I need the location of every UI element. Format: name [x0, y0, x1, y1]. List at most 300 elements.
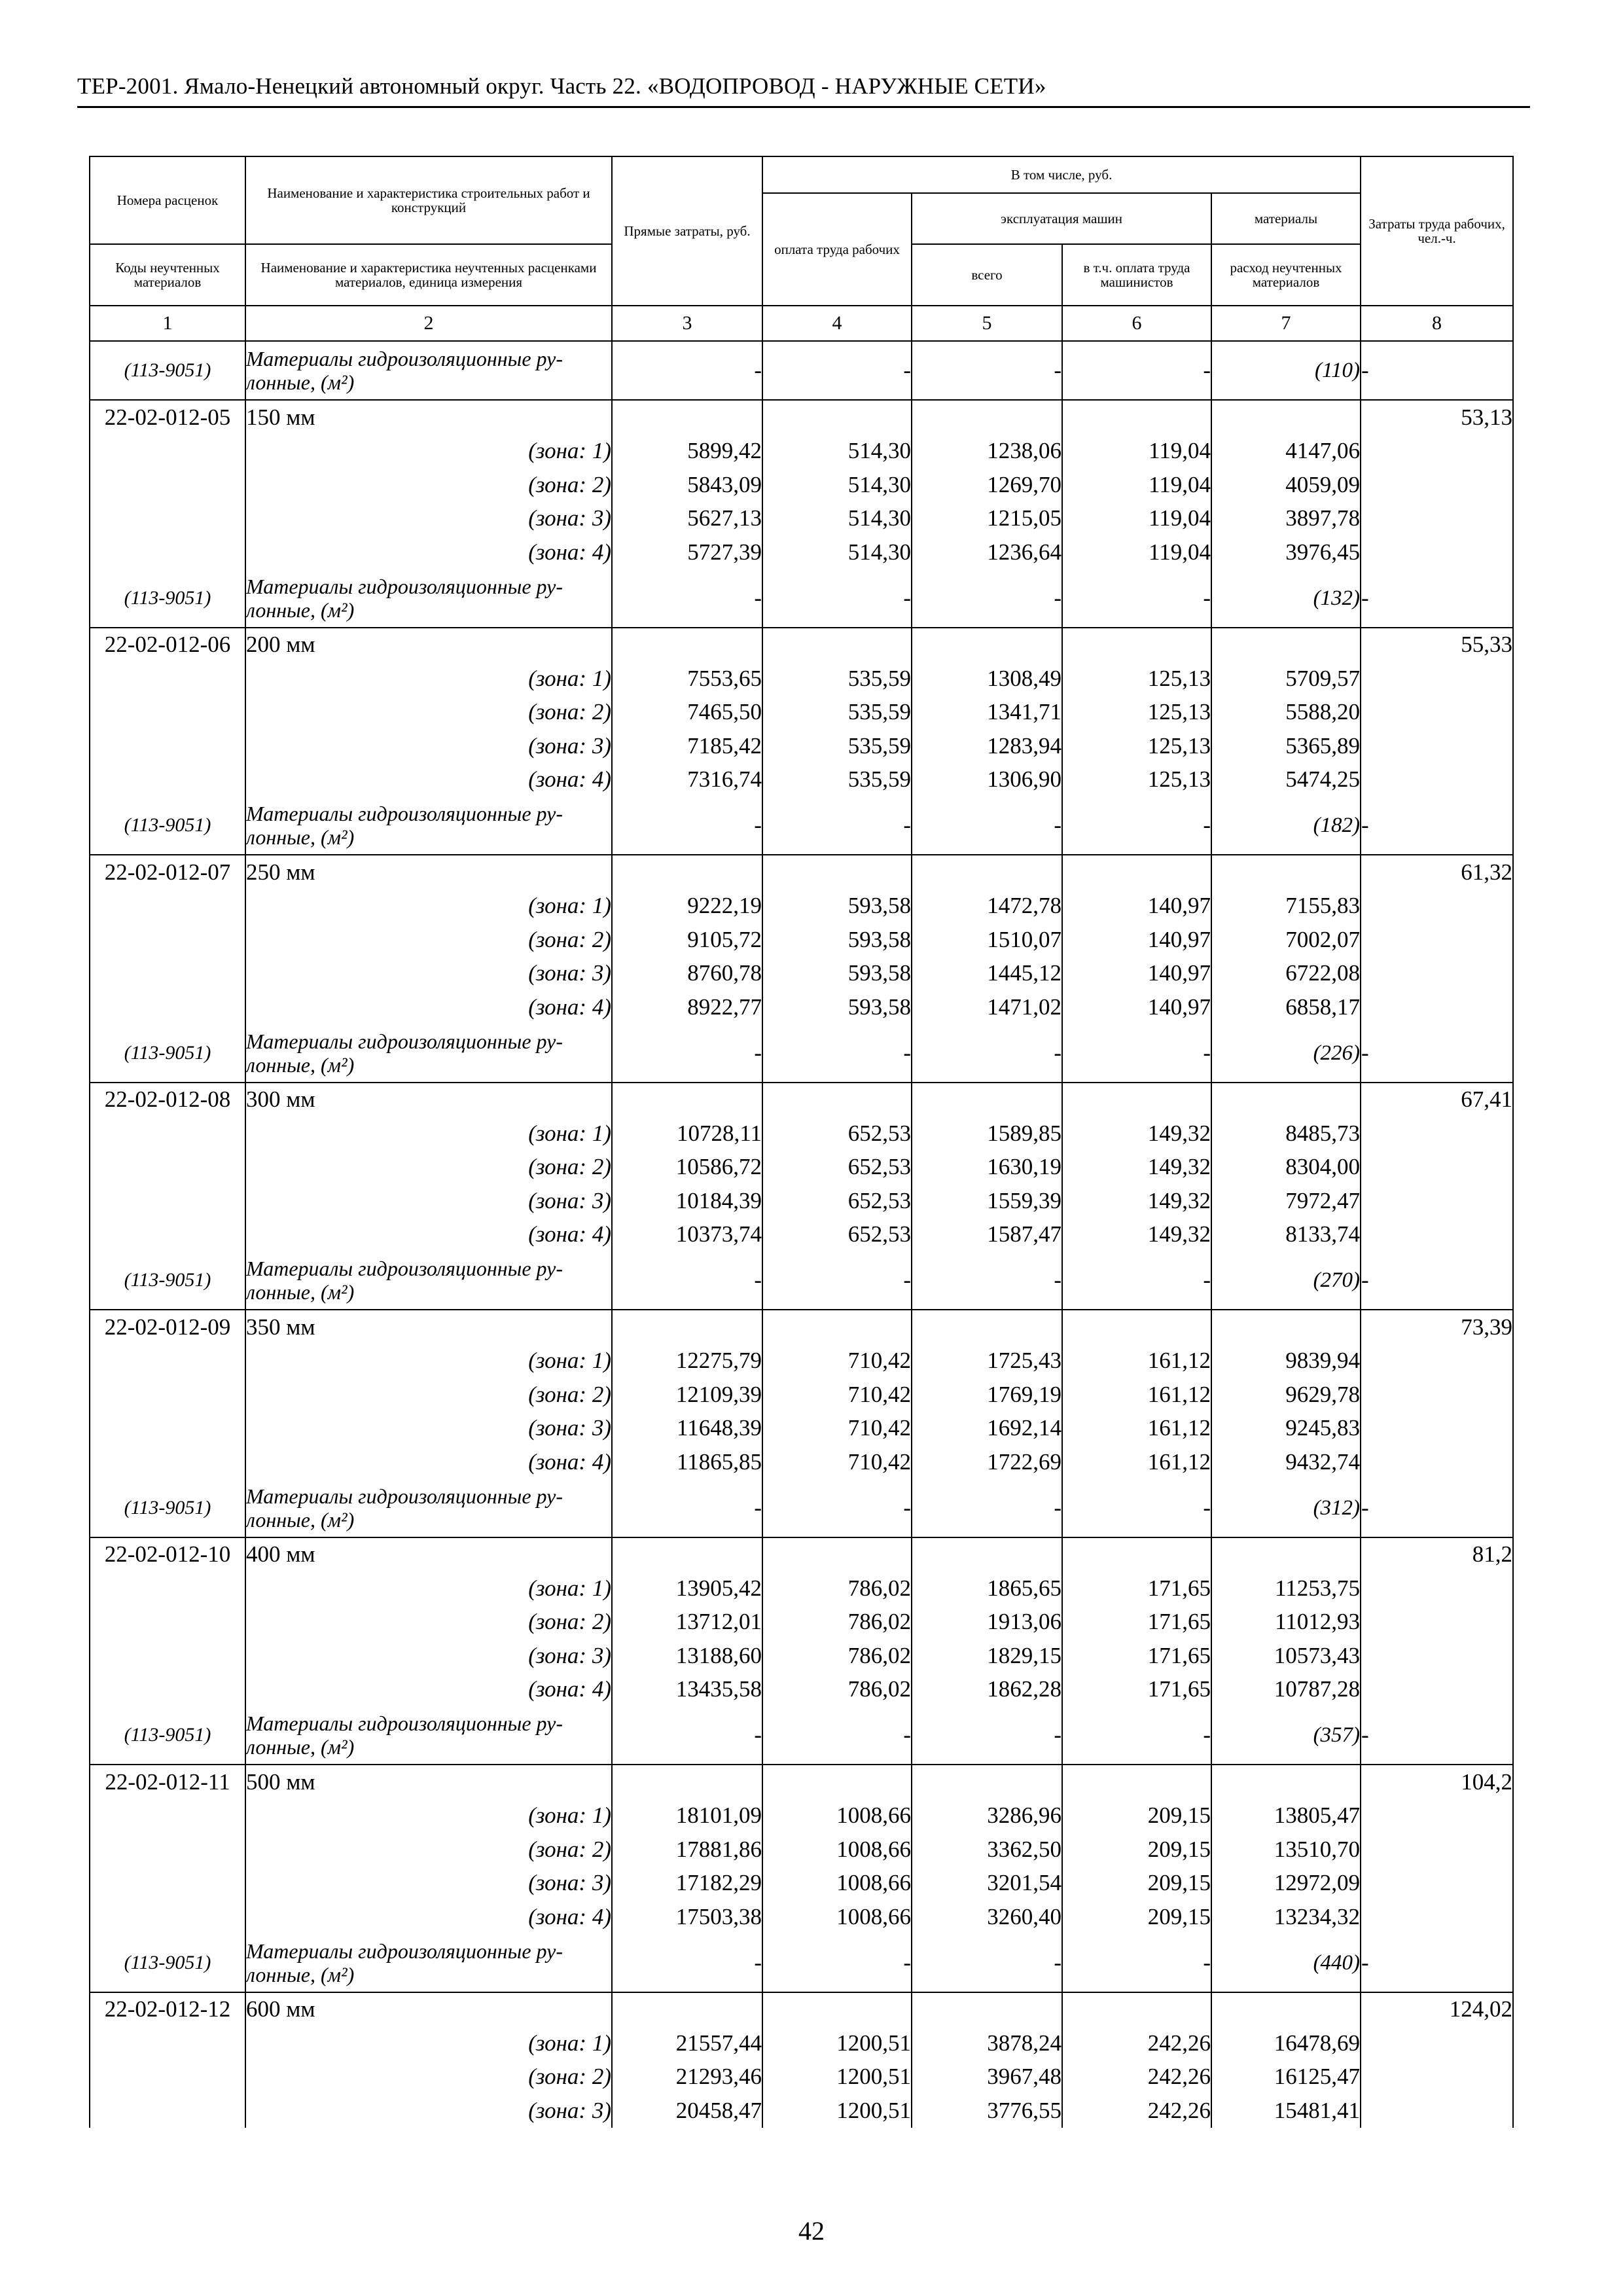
- material-name-line2: лонные, (м²): [246, 825, 355, 849]
- empty-cell: [90, 1184, 245, 1218]
- material-name-text: Материалы гидроизоляционные ру-: [246, 347, 563, 370]
- machine-total: 3201,54: [912, 1867, 1062, 1901]
- direct-costs: 13905,42: [612, 1571, 762, 1605]
- machine-total: 1215,05: [912, 502, 1062, 536]
- empty-cell: [90, 502, 245, 536]
- zone-row: [90, 1900, 1513, 1934]
- empty-cell: [1361, 1378, 1513, 1412]
- empty-cell: [90, 957, 245, 991]
- machinist-wages: 149,32: [1062, 1184, 1211, 1218]
- column-number: 4: [762, 306, 912, 341]
- material-name-line1: [246, 1484, 611, 1508]
- empty-cell: [1062, 628, 1211, 662]
- header-rate-numbers: Номера расценок: [90, 156, 245, 244]
- material-quantity: (312): [1211, 1479, 1361, 1537]
- direct-costs: 10728,11: [612, 1117, 762, 1151]
- machine-total: 1341,71: [912, 696, 1062, 730]
- machine-total: 1722,69: [912, 1445, 1062, 1479]
- empty-cell: [1211, 1765, 1361, 1799]
- machinist-wages: 119,04: [1062, 535, 1211, 569]
- zone-label: (зона: 1): [245, 1799, 612, 1833]
- materials-cost: 12972,09: [1211, 1867, 1361, 1901]
- direct-costs: 5899,42: [612, 435, 762, 469]
- empty-cell: [1062, 1083, 1211, 1117]
- materials-cost: 6858,17: [1211, 990, 1361, 1024]
- material-code: (113-9051): [90, 1024, 245, 1083]
- zone-label: (зона: 3): [245, 2094, 612, 2128]
- machinist-wages: 140,97: [1062, 957, 1211, 991]
- zone-label: (зона: 4): [245, 763, 612, 797]
- empty-cell: [1211, 628, 1361, 662]
- empty-cell: [1361, 1867, 1513, 1901]
- machinist-wages: 125,13: [1062, 696, 1211, 730]
- rate-name: 600 мм: [245, 1992, 612, 2027]
- material-name-line2: лонные, (м²): [246, 598, 355, 622]
- dash-cell: -: [1361, 1934, 1513, 1992]
- worker-wages: 1008,66: [762, 1900, 912, 1934]
- empty-cell: [90, 696, 245, 730]
- zone-label: (зона: 2): [245, 1151, 612, 1185]
- material-code: (113-9051): [90, 1934, 245, 1992]
- zone-row: [90, 990, 1513, 1024]
- material-row: [90, 797, 1513, 855]
- zone-row: [90, 763, 1513, 797]
- material-quantity: (440): [1211, 1934, 1361, 1992]
- dash-cell: -: [762, 1479, 912, 1537]
- zone-row: [90, 957, 1513, 991]
- empty-cell: [762, 855, 912, 889]
- direct-costs: 17182,29: [612, 1867, 762, 1901]
- empty-cell: [612, 1083, 762, 1117]
- worker-wages: 1008,66: [762, 1833, 912, 1867]
- worker-wages: 786,02: [762, 1571, 912, 1605]
- direct-costs: 5627,13: [612, 502, 762, 536]
- machinist-wages: 125,13: [1062, 763, 1211, 797]
- zone-row: [90, 535, 1513, 569]
- materials-cost: 9432,74: [1211, 1445, 1361, 1479]
- material-name: [245, 1479, 612, 1537]
- document-header-title: ТЕР-2001. Ямало-Ненецкий автономный округ. Часть 22. «ВОДОПРОВОД - НАРУЖНЫЕ СЕТИ»: [77, 73, 1046, 99]
- machine-total: 1769,19: [912, 1378, 1062, 1412]
- materials-cost: 9629,78: [1211, 1378, 1361, 1412]
- materials-cost: 16125,47: [1211, 2060, 1361, 2094]
- zone-label: (зона: 1): [245, 1571, 612, 1605]
- material-name: [245, 1934, 612, 1992]
- machine-total: 1630,19: [912, 1151, 1062, 1185]
- empty-cell: [1361, 1605, 1513, 1640]
- zone-row: [90, 1867, 1513, 1901]
- materials-cost: 6722,08: [1211, 957, 1361, 991]
- empty-cell: [90, 1833, 245, 1867]
- empty-cell: [90, 535, 245, 569]
- rate-header-row: [90, 1992, 1513, 2027]
- zone-label: (зона: 2): [245, 2060, 612, 2094]
- direct-costs: 13435,58: [612, 1673, 762, 1707]
- price-table: [89, 156, 1514, 2128]
- dash-cell: -: [612, 1479, 762, 1537]
- worker-wages: 1200,51: [762, 2094, 912, 2128]
- material-name-line2: лонные, (м²): [246, 370, 355, 394]
- zone-label: (зона: 2): [245, 696, 612, 730]
- material-name-line1: [246, 1939, 611, 1963]
- materials-cost: 7002,07: [1211, 923, 1361, 957]
- machine-total: 1559,39: [912, 1184, 1062, 1218]
- materials-cost: 5474,25: [1211, 763, 1361, 797]
- empty-cell: [90, 729, 245, 763]
- header-material-codes: Коды неучтенных материалов: [90, 244, 245, 306]
- material-code: (113-9051): [90, 341, 245, 400]
- material-name-line2: лонные, (м²): [246, 1962, 355, 1986]
- empty-cell: [90, 1605, 245, 1640]
- empty-cell: [90, 1673, 245, 1707]
- empty-cell: [1361, 502, 1513, 536]
- dash-cell: -: [912, 1251, 1062, 1310]
- empty-cell: [1361, 1833, 1513, 1867]
- material-quantity: (270): [1211, 1251, 1361, 1310]
- empty-cell: [1062, 1992, 1211, 2027]
- dash-cell: -: [612, 1251, 762, 1310]
- rate-name: 350 мм: [245, 1310, 612, 1344]
- machine-total: 1913,06: [912, 1605, 1062, 1640]
- empty-cell: [1361, 535, 1513, 569]
- material-row: [90, 1024, 1513, 1083]
- zone-row: [90, 468, 1513, 502]
- rate-name: 250 мм: [245, 855, 612, 889]
- rate-code: 22-02-012-10: [90, 1537, 245, 1572]
- dash-cell: -: [1062, 341, 1211, 400]
- empty-cell: [1361, 1412, 1513, 1446]
- zone-label: (зона: 4): [245, 535, 612, 569]
- empty-cell: [1361, 1673, 1513, 1707]
- header-machines: эксплуатация машин: [912, 193, 1211, 244]
- empty-cell: [90, 923, 245, 957]
- direct-costs: 21293,46: [612, 2060, 762, 2094]
- empty-cell: [762, 1992, 912, 2027]
- machine-total: 1445,12: [912, 957, 1062, 991]
- zone-label: (зона: 1): [245, 1344, 612, 1378]
- rate-code: 22-02-012-08: [90, 1083, 245, 1117]
- dash-cell: -: [762, 1251, 912, 1310]
- machinist-wages: 209,15: [1062, 1799, 1211, 1833]
- rate-code: 22-02-012-09: [90, 1310, 245, 1344]
- empty-cell: [762, 1083, 912, 1117]
- zone-label: (зона: 3): [245, 1639, 612, 1673]
- direct-costs: 10586,72: [612, 1151, 762, 1185]
- labor-costs: 73,39: [1361, 1310, 1513, 1344]
- machine-total: 1269,70: [912, 468, 1062, 502]
- zone-label: (зона: 1): [245, 2026, 612, 2060]
- machine-total: 1725,43: [912, 1344, 1062, 1378]
- column-number: 6: [1062, 306, 1211, 341]
- machine-total: 1862,28: [912, 1673, 1062, 1707]
- machinist-wages: 209,15: [1062, 1867, 1211, 1901]
- empty-cell: [90, 889, 245, 924]
- zone-label: (зона: 2): [245, 1833, 612, 1867]
- worker-wages: 535,59: [762, 662, 912, 696]
- empty-cell: [912, 1310, 1062, 1344]
- machinist-wages: 149,32: [1062, 1117, 1211, 1151]
- empty-cell: [1361, 1117, 1513, 1151]
- empty-cell: [1211, 400, 1361, 435]
- dash-cell: -: [1361, 1479, 1513, 1537]
- machinist-wages: 149,32: [1062, 1151, 1211, 1185]
- materials-cost: 4059,09: [1211, 468, 1361, 502]
- direct-costs: 18101,09: [612, 1799, 762, 1833]
- dash-cell: -: [762, 1706, 912, 1765]
- material-name-line1: [246, 1257, 611, 1280]
- machinist-wages: 242,26: [1062, 2094, 1211, 2128]
- header-machinist-wages: в т.ч. оплата труда машинистов: [1062, 244, 1211, 306]
- machinist-wages: 119,04: [1062, 468, 1211, 502]
- dash-cell: -: [612, 797, 762, 855]
- material-row: [90, 1706, 1513, 1765]
- material-quantity: (110): [1211, 341, 1361, 400]
- materials-cost: 3976,45: [1211, 535, 1361, 569]
- worker-wages: 514,30: [762, 502, 912, 536]
- zone-label: (зона: 4): [245, 1218, 612, 1252]
- table-body: [90, 341, 1513, 2128]
- worker-wages: 593,58: [762, 889, 912, 924]
- empty-cell: [90, 990, 245, 1024]
- empty-cell: [912, 400, 1062, 435]
- empty-cell: [1361, 1184, 1513, 1218]
- labor-costs: 61,32: [1361, 855, 1513, 889]
- dash-cell: -: [912, 797, 1062, 855]
- machinist-wages: 161,12: [1062, 1344, 1211, 1378]
- header-material-names: Наименование и характеристика неучтенных расценками материалов, единица измерения: [245, 244, 612, 306]
- zone-label: (зона: 3): [245, 729, 612, 763]
- empty-cell: [1062, 1310, 1211, 1344]
- material-name-text: Материалы гидроизоляционные ру-: [246, 1712, 563, 1735]
- empty-cell: [1361, 696, 1513, 730]
- material-name: [245, 1706, 612, 1765]
- materials-cost: 11012,93: [1211, 1605, 1361, 1640]
- empty-cell: [90, 1639, 245, 1673]
- machine-total: 1692,14: [912, 1412, 1062, 1446]
- empty-cell: [90, 1218, 245, 1252]
- machine-total: 1471,02: [912, 990, 1062, 1024]
- empty-cell: [90, 662, 245, 696]
- zone-row: [90, 1412, 1513, 1446]
- rate-header-row: [90, 1765, 1513, 1799]
- material-name-line1: [246, 802, 611, 825]
- materials-cost: 3897,78: [1211, 502, 1361, 536]
- direct-costs: 7553,65: [612, 662, 762, 696]
- header-including: В том числе, руб.: [762, 156, 1361, 193]
- zone-row: [90, 2060, 1513, 2094]
- machinist-wages: 140,97: [1062, 923, 1211, 957]
- rate-code: 22-02-012-05: [90, 400, 245, 435]
- zone-row: [90, 1117, 1513, 1151]
- zone-label: (зона: 4): [245, 1673, 612, 1707]
- empty-cell: [762, 400, 912, 435]
- dash-cell: -: [612, 1024, 762, 1083]
- direct-costs: 8760,78: [612, 957, 762, 991]
- direct-costs: 7465,50: [612, 696, 762, 730]
- rate-header-row: [90, 1310, 1513, 1344]
- empty-cell: [762, 1310, 912, 1344]
- machine-total: 1283,94: [912, 729, 1062, 763]
- direct-costs: 7316,74: [612, 763, 762, 797]
- direct-costs: 5727,39: [612, 535, 762, 569]
- rate-header-row: [90, 1083, 1513, 1117]
- worker-wages: 1200,51: [762, 2026, 912, 2060]
- header-wages: оплата труда рабочих: [762, 193, 912, 306]
- column-number: 7: [1211, 306, 1361, 341]
- direct-costs: 11865,85: [612, 1445, 762, 1479]
- dash-cell: -: [1062, 797, 1211, 855]
- zone-label: (зона: 1): [245, 662, 612, 696]
- rate-name: 150 мм: [245, 400, 612, 435]
- material-name-line1: [246, 1030, 611, 1053]
- empty-cell: [90, 435, 245, 469]
- machine-total: 1236,64: [912, 535, 1062, 569]
- worker-wages: 593,58: [762, 957, 912, 991]
- dash-cell: -: [762, 797, 912, 855]
- zone-row: [90, 662, 1513, 696]
- zone-row: [90, 1605, 1513, 1640]
- dash-cell: -: [762, 1934, 912, 1992]
- dash-cell: -: [1361, 569, 1513, 628]
- dash-cell: -: [612, 341, 762, 400]
- dash-cell: -: [1361, 341, 1513, 400]
- direct-costs: 13712,01: [612, 1605, 762, 1640]
- material-name: [245, 1024, 612, 1083]
- empty-cell: [1361, 923, 1513, 957]
- worker-wages: 710,42: [762, 1378, 912, 1412]
- dash-cell: -: [912, 1706, 1062, 1765]
- empty-cell: [612, 628, 762, 662]
- worker-wages: 535,59: [762, 729, 912, 763]
- worker-wages: 514,30: [762, 468, 912, 502]
- zone-row: [90, 729, 1513, 763]
- empty-cell: [1361, 1639, 1513, 1673]
- material-name-text: Материалы гидроизоляционные ру-: [246, 1257, 563, 1280]
- dash-cell: -: [912, 1934, 1062, 1992]
- dash-cell: -: [912, 1024, 1062, 1083]
- empty-cell: [1361, 468, 1513, 502]
- machinist-wages: 149,32: [1062, 1218, 1211, 1252]
- empty-cell: [90, 1900, 245, 1934]
- direct-costs: 12275,79: [612, 1344, 762, 1378]
- zone-label: (зона: 3): [245, 1412, 612, 1446]
- material-row: [90, 1479, 1513, 1537]
- zone-label: (зона: 2): [245, 923, 612, 957]
- empty-cell: [1361, 1218, 1513, 1252]
- empty-cell: [1361, 1900, 1513, 1934]
- machinist-wages: 171,65: [1062, 1673, 1211, 1707]
- empty-cell: [90, 1412, 245, 1446]
- zone-row: [90, 1673, 1513, 1707]
- empty-cell: [1062, 400, 1211, 435]
- rate-header-row: [90, 400, 1513, 435]
- zone-row: [90, 889, 1513, 924]
- material-name-text: Материалы гидроизоляционные ру-: [246, 1029, 563, 1053]
- zone-row: [90, 1639, 1513, 1673]
- worker-wages: 652,53: [762, 1184, 912, 1218]
- material-name-line1: [246, 347, 611, 370]
- materials-cost: 8304,00: [1211, 1151, 1361, 1185]
- dash-cell: -: [762, 569, 912, 628]
- labor-costs: 104,2: [1361, 1765, 1513, 1799]
- zone-label: (зона: 4): [245, 1445, 612, 1479]
- materials-cost: 10573,43: [1211, 1639, 1361, 1673]
- machine-total: 1308,49: [912, 662, 1062, 696]
- machinist-wages: 119,04: [1062, 502, 1211, 536]
- labor-costs: 53,13: [1361, 400, 1513, 435]
- material-name-line1: [246, 1712, 611, 1735]
- rate-name: 400 мм: [245, 1537, 612, 1572]
- rate-header-row: [90, 628, 1513, 662]
- worker-wages: 514,30: [762, 435, 912, 469]
- column-number: 8: [1361, 306, 1513, 341]
- page-number: 42: [798, 2216, 825, 2246]
- material-quantity: (132): [1211, 569, 1361, 628]
- machinist-wages: 171,65: [1062, 1605, 1211, 1640]
- materials-cost: 13234,32: [1211, 1900, 1361, 1934]
- worker-wages: 535,59: [762, 696, 912, 730]
- empty-cell: [762, 1537, 912, 1572]
- zone-label: (зона: 3): [245, 957, 612, 991]
- direct-costs: 13188,60: [612, 1639, 762, 1673]
- rate-header-row: [90, 855, 1513, 889]
- empty-cell: [612, 1765, 762, 1799]
- machine-total: 1238,06: [912, 435, 1062, 469]
- zone-row: [90, 1571, 1513, 1605]
- dash-cell: -: [1361, 1706, 1513, 1765]
- machinist-wages: 171,65: [1062, 1571, 1211, 1605]
- direct-costs: 17881,86: [612, 1833, 762, 1867]
- rate-name: 300 мм: [245, 1083, 612, 1117]
- material-name-text: Материалы гидроизоляционные ру-: [246, 1484, 563, 1508]
- materials-cost: 7972,47: [1211, 1184, 1361, 1218]
- materials-cost: 7155,83: [1211, 889, 1361, 924]
- material-code: (113-9051): [90, 1251, 245, 1310]
- material-code: (113-9051): [90, 1706, 245, 1765]
- column-number: 1: [90, 306, 245, 341]
- machinist-wages: 140,97: [1062, 990, 1211, 1024]
- empty-cell: [912, 1992, 1062, 2027]
- direct-costs: 9105,72: [612, 923, 762, 957]
- worker-wages: 1008,66: [762, 1867, 912, 1901]
- machinist-wages: 119,04: [1062, 435, 1211, 469]
- materials-cost: 16478,69: [1211, 2026, 1361, 2060]
- materials-cost: 5709,57: [1211, 662, 1361, 696]
- zone-row: [90, 502, 1513, 536]
- zone-row: [90, 923, 1513, 957]
- empty-cell: [90, 1799, 245, 1833]
- machinist-wages: 161,12: [1062, 1378, 1211, 1412]
- labor-costs: 67,41: [1361, 1083, 1513, 1117]
- direct-costs: 7185,42: [612, 729, 762, 763]
- material-row: [90, 1934, 1513, 1992]
- dash-cell: -: [1361, 1024, 1513, 1083]
- material-name-line2: лонные, (м²): [246, 1507, 355, 1532]
- empty-cell: [1361, 990, 1513, 1024]
- empty-cell: [912, 1083, 1062, 1117]
- materials-cost: 15481,41: [1211, 2094, 1361, 2128]
- dash-cell: -: [762, 341, 912, 400]
- machinist-wages: 242,26: [1062, 2060, 1211, 2094]
- materials-cost: 8485,73: [1211, 1117, 1361, 1151]
- worker-wages: 652,53: [762, 1151, 912, 1185]
- dash-cell: -: [612, 569, 762, 628]
- empty-cell: [612, 1992, 762, 2027]
- worker-wages: 1008,66: [762, 1799, 912, 1833]
- empty-cell: [90, 1117, 245, 1151]
- empty-cell: [1361, 1344, 1513, 1378]
- rate-code: 22-02-012-06: [90, 628, 245, 662]
